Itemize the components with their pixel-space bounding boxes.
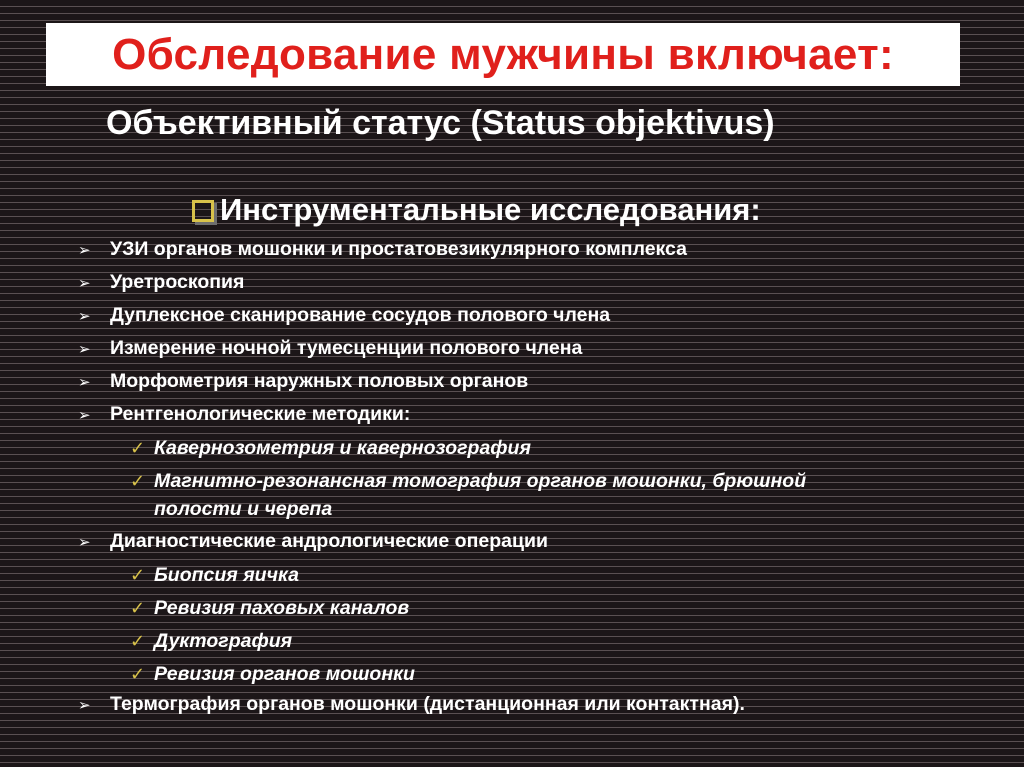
sub-list-item-text: Кавернозометрия и кавернозография [154, 437, 531, 459]
list-item-text: Дуплексное сканирование сосудов полового члена [110, 304, 611, 326]
check-bullet-icon: ✓ [130, 438, 146, 459]
arrow-bullet-icon: ➢ [78, 241, 91, 259]
list-item [78, 337, 582, 360]
section-heading [192, 192, 761, 228]
list-item-text: УЗИ органов мошонки и простатовезикулярного комплекса [110, 238, 687, 260]
arrow-bullet-icon: ➢ [78, 373, 91, 391]
sub-list-item-text: Биопсия яичка [154, 564, 299, 586]
sub-list-item-text: Ревизия паховых каналов [154, 597, 410, 619]
list-item-text: Измерение ночной тумесценции полового члена [110, 337, 583, 359]
check-bullet-icon: ✓ [130, 631, 146, 652]
slide-title: Обследование мужчины включает: [112, 29, 894, 79]
sub-list-item [130, 467, 806, 495]
sub-list-item [130, 561, 299, 589]
sub-list-item-text: Магнитно-резонансная томография органов мошонки, брюшной [154, 470, 807, 492]
sub-list-item [130, 594, 409, 622]
list-item [78, 304, 610, 327]
arrow-bullet-icon: ➢ [78, 274, 91, 292]
list-item-text: Диагностические андрологические операции [110, 530, 548, 552]
list-item [78, 693, 745, 716]
arrow-bullet-icon: ➢ [78, 307, 91, 325]
list-item-text: Рентгенологические методики: [110, 403, 411, 425]
arrow-bullet-icon: ➢ [78, 406, 91, 424]
list-item [78, 370, 528, 393]
list-item-text: Морфометрия наружных половых органов [110, 370, 529, 392]
list-item [78, 238, 687, 261]
list-item [78, 403, 410, 426]
list-item-text: Уретроскопия [110, 271, 245, 293]
sub-list-item-continuation [154, 495, 332, 523]
check-bullet-icon: ✓ [130, 471, 146, 492]
sub-list-item [130, 627, 292, 655]
sub-list-item [130, 434, 531, 462]
square-bullet-icon [192, 200, 214, 222]
slide-subtitle: Объективный статус (Status objektivus) [106, 104, 775, 142]
list-item [78, 530, 548, 553]
sub-list-item-text: полости и черепа [154, 498, 333, 520]
check-bullet-icon: ✓ [130, 598, 146, 619]
arrow-bullet-icon: ➢ [78, 696, 91, 714]
list-item-text: Термография органов мошонки (дистанционная или контактная). [110, 693, 745, 715]
sub-list-item-text: Ревизия органов мошонки [154, 663, 415, 685]
arrow-bullet-icon: ➢ [78, 340, 91, 358]
section-heading-text: Инструментальные исследования: [220, 192, 761, 227]
title-box [46, 23, 960, 86]
sub-list-item-text: Дуктография [154, 630, 293, 652]
check-bullet-icon: ✓ [130, 664, 146, 685]
arrow-bullet-icon: ➢ [78, 533, 91, 551]
sub-list-item [130, 660, 415, 688]
list-item [78, 271, 244, 294]
check-bullet-icon: ✓ [130, 565, 146, 586]
